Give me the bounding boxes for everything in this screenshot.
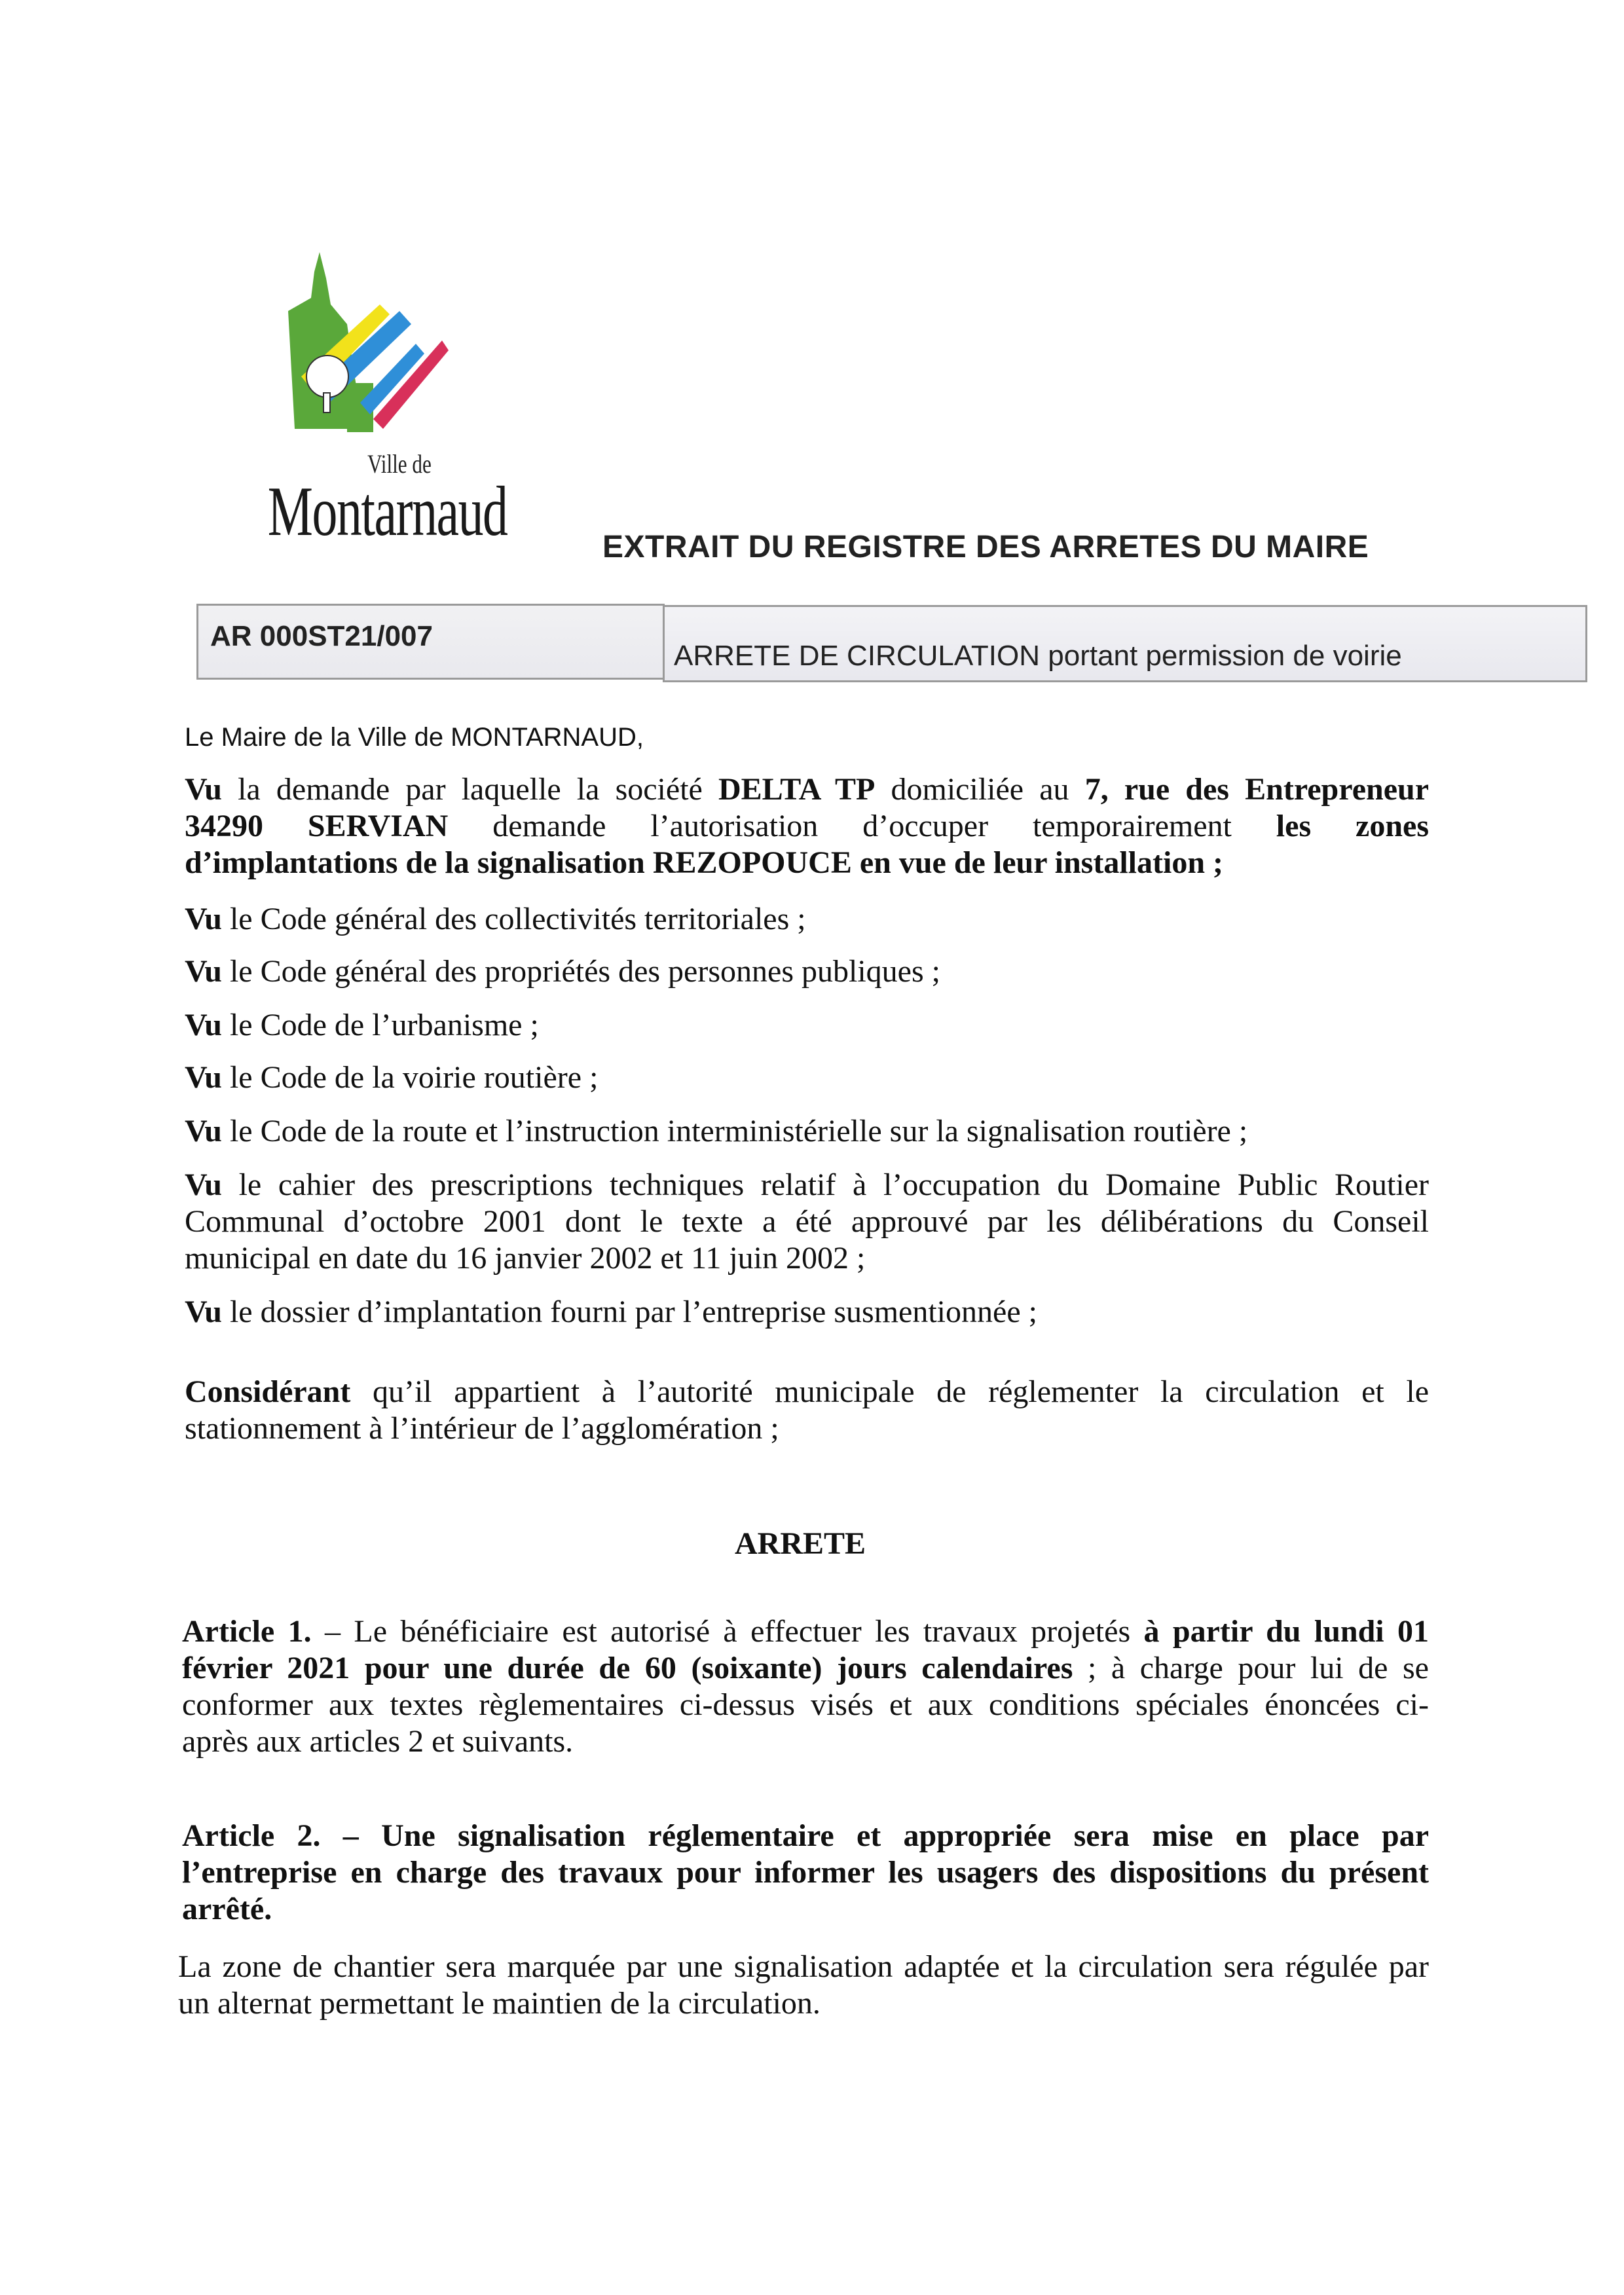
considerant-line-2: stationnement à l’intérieur de l’agglomération ;	[185, 1411, 779, 1446]
reference-title-cell	[663, 605, 1587, 682]
considerant-line-1: Considérant qu’il appartient à l’autorité municipale de réglementer la circulation et le	[185, 1374, 1429, 1409]
article2-para2-line-2: un alternat permettant le maintien de la circulation.	[178, 1986, 821, 2021]
article1-line-1: Article 1. – Le bénéficiaire est autorisé à effectuer les travaux projetés à partir du lundi 01	[182, 1614, 1430, 1649]
article2-line-1: Article 2. – Une signalisation réglementaire et appropriée sera mise en place par	[182, 1818, 1429, 1853]
vu-item: Vu le Code de l’urbanisme ;	[185, 1008, 539, 1042]
logo-emblem-icon	[249, 252, 471, 475]
article2-line-3: arrêté.	[182, 1892, 272, 1926]
request-line-3: d’implantations de la signalisation REZOPOUCE en vue de leur installation ;	[185, 845, 1223, 880]
vu-item: Vu le Code général des collectivités territoriales ;	[185, 902, 806, 936]
article2-para2-line-1: La zone de chantier sera marquée par une signalisation adaptée et la circulation sera régulée par	[178, 1949, 1429, 1984]
cahier-line-2: Communal d’octobre 2001 dont le texte a été approuvé par les délibérations du Conseil	[185, 1204, 1429, 1239]
vu-item: Vu le Code de la voirie routière ;	[185, 1060, 599, 1095]
reference-title: ARRETE DE CIRCULATION portant permission de voirie	[674, 640, 1402, 672]
article1-line-4: après aux articles 2 et suivants.	[182, 1724, 574, 1759]
reference-code: AR 000ST21/007	[210, 620, 433, 652]
vu-word: Vu	[185, 772, 222, 807]
request-line-1: Vu la demande par laquelle la société DELTA TP domiciliée au 7, rue des Entrepreneur	[185, 772, 1429, 807]
cahier-line-1: Vu le cahier des prescriptions techniques relatif à l’occupation du Domaine Public Routier	[185, 1167, 1429, 1202]
vu-item: Vu le Code général des propriétés des personnes publiques ;	[185, 954, 940, 989]
dossier-line: Vu le dossier d’implantation fourni par l’entreprise susmentionnée ;	[185, 1294, 1037, 1329]
register-title: EXTRAIT DU REGISTRE DES ARRETES DU MAIRE	[602, 530, 1369, 564]
article1-line-2: février 2021 pour une durée de 60 (soixante) jours calendaires ; à charge pour lui de se	[182, 1651, 1429, 1685]
article1-line-3: conformer aux textes règlementaires ci-dessus visés et aux conditions spéciales énoncées ci-	[182, 1687, 1429, 1722]
article2-line-2: l’entreprise en charge des travaux pour informer les usagers des dispositions du présent	[182, 1855, 1429, 1890]
logo-ville-label: Ville de	[367, 449, 432, 479]
reference-code-cell	[196, 604, 665, 680]
logo-town-name: Montarnaud	[267, 473, 507, 551]
arrete-heading: ARRETE	[735, 1526, 866, 1561]
cahier-line-3: municipal en date du 16 janvier 2002 et 11 juin 2002 ;	[185, 1241, 866, 1276]
vu-item: Vu le Code de la route et l’instruction interministérielle sur la signalisation routière ;	[185, 1114, 1248, 1148]
town-logo	[249, 252, 507, 658]
intro-line: Le Maire de la Ville de MONTARNAUD,	[185, 723, 644, 752]
request-line-2: 34290 SERVIAN demande l’autorisation d’occuper temporairement les zones	[185, 809, 1430, 843]
reference-box	[196, 604, 1585, 681]
